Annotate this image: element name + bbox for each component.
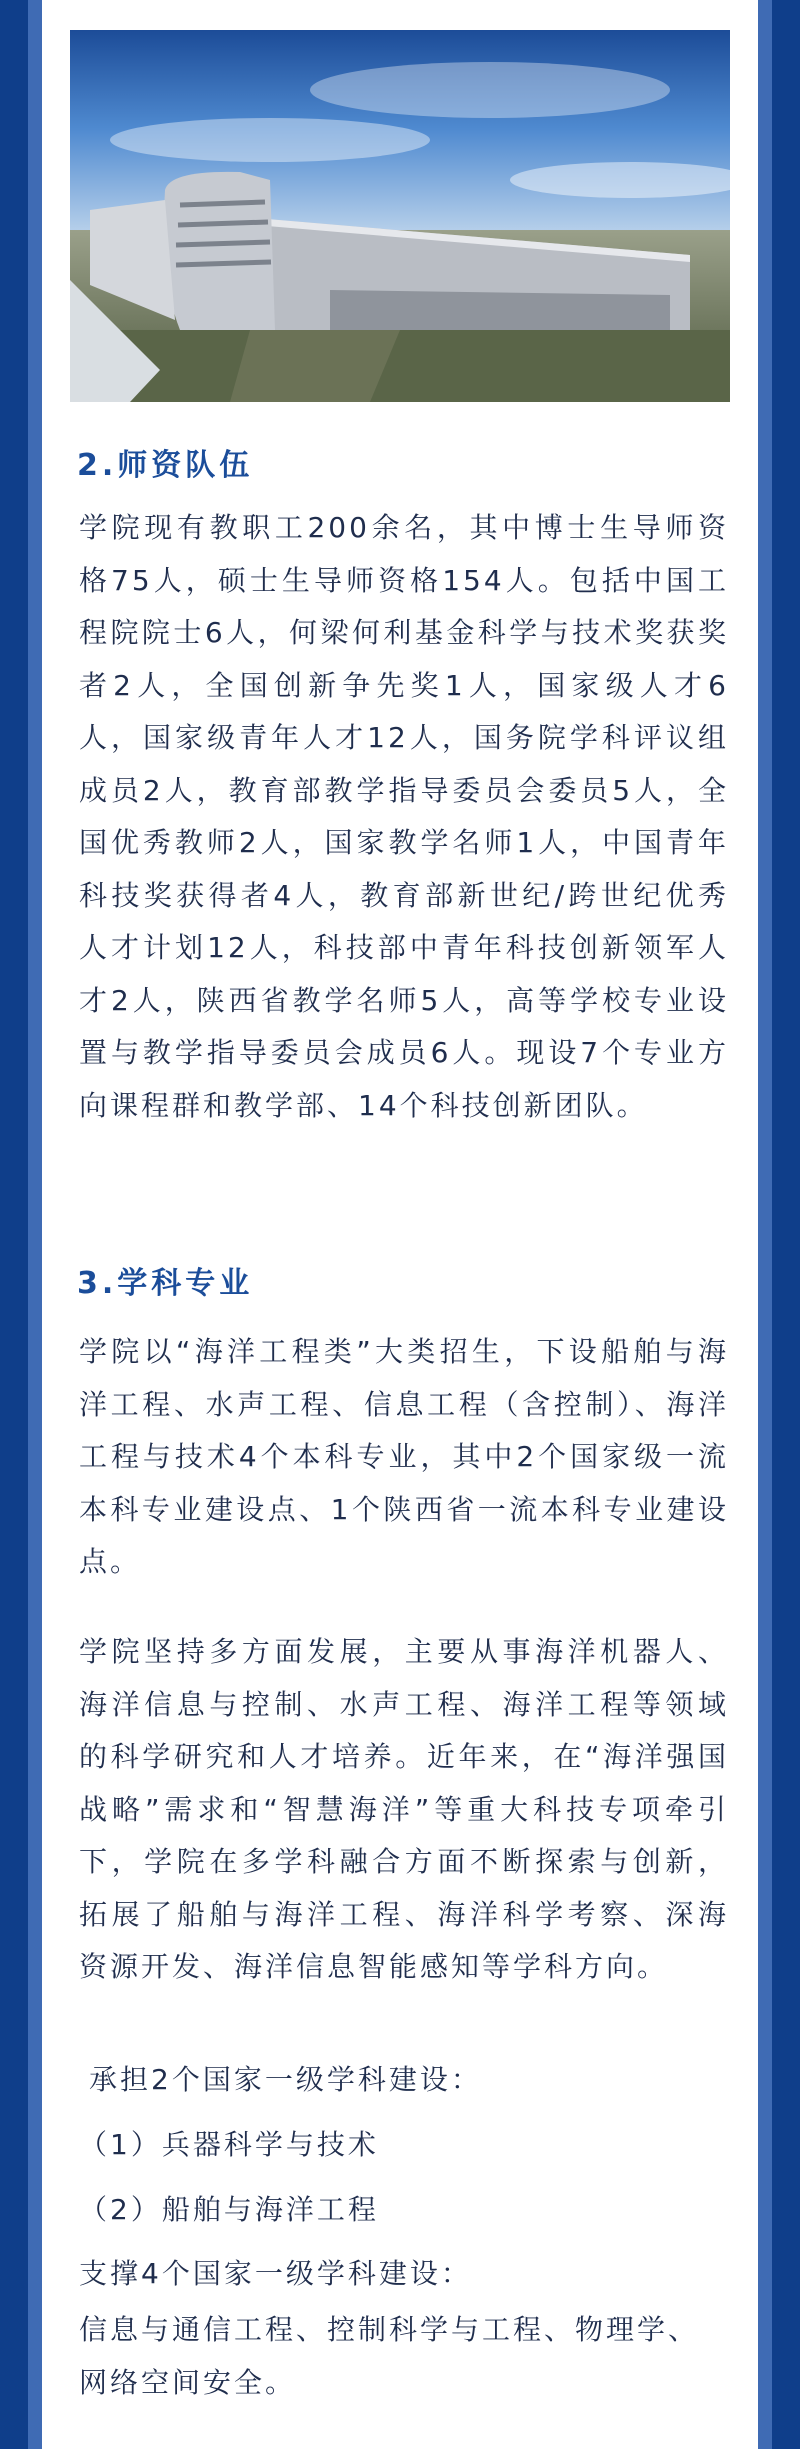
right-border-light xyxy=(758,0,772,2449)
supported-disciplines-title: 支撑4个国家一级学科建设： xyxy=(79,2257,472,2290)
building-illustration xyxy=(70,30,730,402)
section-heading-faculty: 2.师资队伍 xyxy=(77,448,254,483)
first-level-discipline-item-1: （1）兵器科学与技术 xyxy=(79,2128,379,2161)
article-body xyxy=(46,0,754,2449)
first-level-discipline-item-2: （2）船舶与海洋工程 xyxy=(79,2193,379,2226)
faculty-paragraph: 学院现有教职工200余名，其中博士生导师资格75人，硕士生导师资格154人。包括中国工程院院士6人，何梁何利基金科学与技术奖获奖者2人，全国创新争先奖1人，国家级人才6人，国家级青年人才12人，国务院学科评议组成员2人，教育部教学指导委员会委员5人，全国优秀教师2人，国家教学名师1人，中国青年科技奖获得者4人，教育部新世纪/跨世纪优秀人才计划12人，科技部中青年科技创新领军人才2人，陕西省教学名师5人，高等学校专业设置与教学指导委员会成员6人。现设7个专业方向课程群和教学部、14个科技创新团队。 xyxy=(79,511,729,1122)
disciplines-paragraph-2: 学院坚持多方面发展，主要从事海洋机器人、海洋信息与控制、水声工程、海洋工程等领域的科学研究和人才培养。近年来，在“海洋强国战略”需求和“智慧海洋”等重大科技专项牵引下，学院在多学科融合方面不断探索与创新，拓展了船舶与海洋工程、海洋科学考察、深海资源开发、海洋信息智能感知等学科方向。 xyxy=(79,1635,729,1983)
section-heading-disciplines: 3.学科专业 xyxy=(77,1266,254,1301)
left-border-light xyxy=(28,0,42,2449)
left-border-dark xyxy=(0,0,28,2449)
first-level-disciplines-title: 承担2个国家一级学科建设： xyxy=(89,2063,482,2096)
supported-disciplines-text: 信息与通信工程、控制科学与工程、物理学、网络空间安全。 xyxy=(79,2313,700,2399)
right-border-dark xyxy=(772,0,800,2449)
campus-building-photo xyxy=(70,30,730,402)
disciplines-paragraph-1: 学院以“海洋工程类”大类招生，下设船舶与海洋工程、水声工程、信息工程（含控制）、海洋工程与技术4个本科专业，其中2个国家级一流本科专业建设点、1个陕西省一流本科专业建设点。 xyxy=(79,1335,729,1578)
